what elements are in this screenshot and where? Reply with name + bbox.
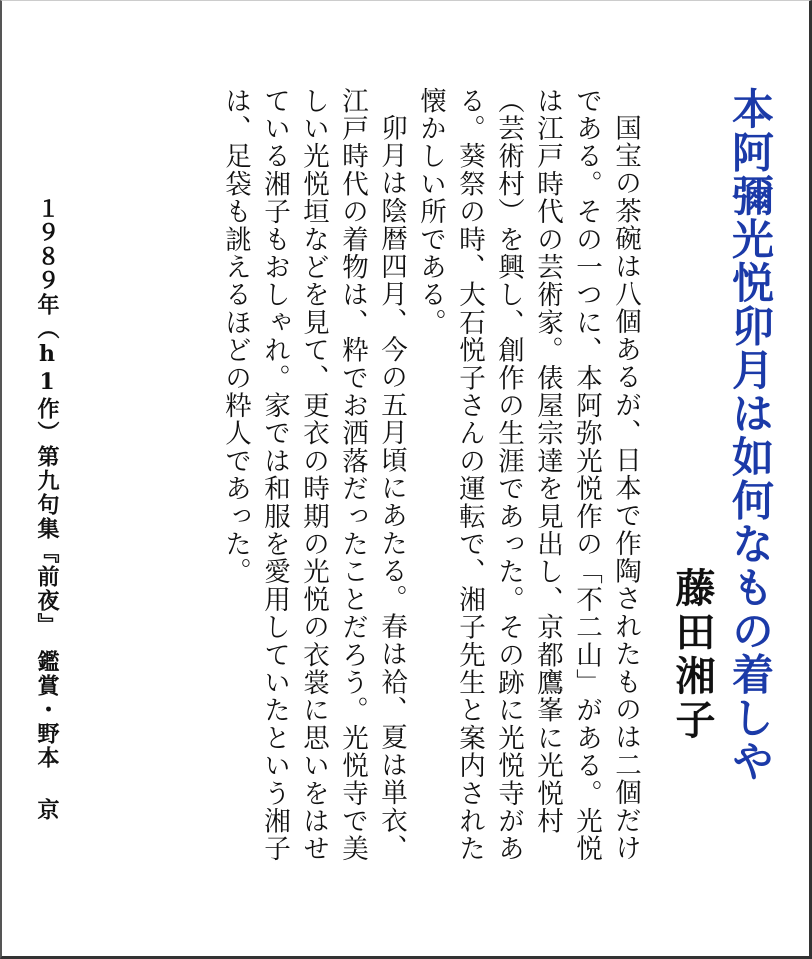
commentary-body bbox=[90, 87, 645, 887]
haiku-title: 本阿彌光悦卯月は如何なもの着しや bbox=[726, 87, 775, 783]
source-credit: １９８９年（h1作）第九句集『前夜』 鑑賞・野本 京 bbox=[34, 197, 60, 822]
commentary-paragraph-1: 国宝の茶碗は八個あるが、日本で作陶されたものは二個だけである。その一つに、本阿弥光悦作の「不二山」がある。光悦は江戸時代の芸術家。俵屋宗達を見出し、京都鷹峯に光悦村（芸術村）を興し、創作の生涯であった。その跡に光悦寺がある。葵祭の時、大石悦子さんの運転で、湘子先生と案内された懐かしい所である。 bbox=[415, 87, 641, 863]
author-name: 藤田湘子 bbox=[669, 567, 715, 743]
commentary-paragraph-2: 卯月は陰暦四月、今の五月頃にあたる。春は袷、夏は単衣、江戸時代の着物は、粋でお洒落だったことだろう。光悦寺で美しい光悦垣などを見て、更衣の時期の光悦の衣裳に思いをはせている湘子もおしゃれ。家では和服を愛用していたという湘子は、足袋も誂えるほどの粋人であった。 bbox=[220, 87, 407, 863]
